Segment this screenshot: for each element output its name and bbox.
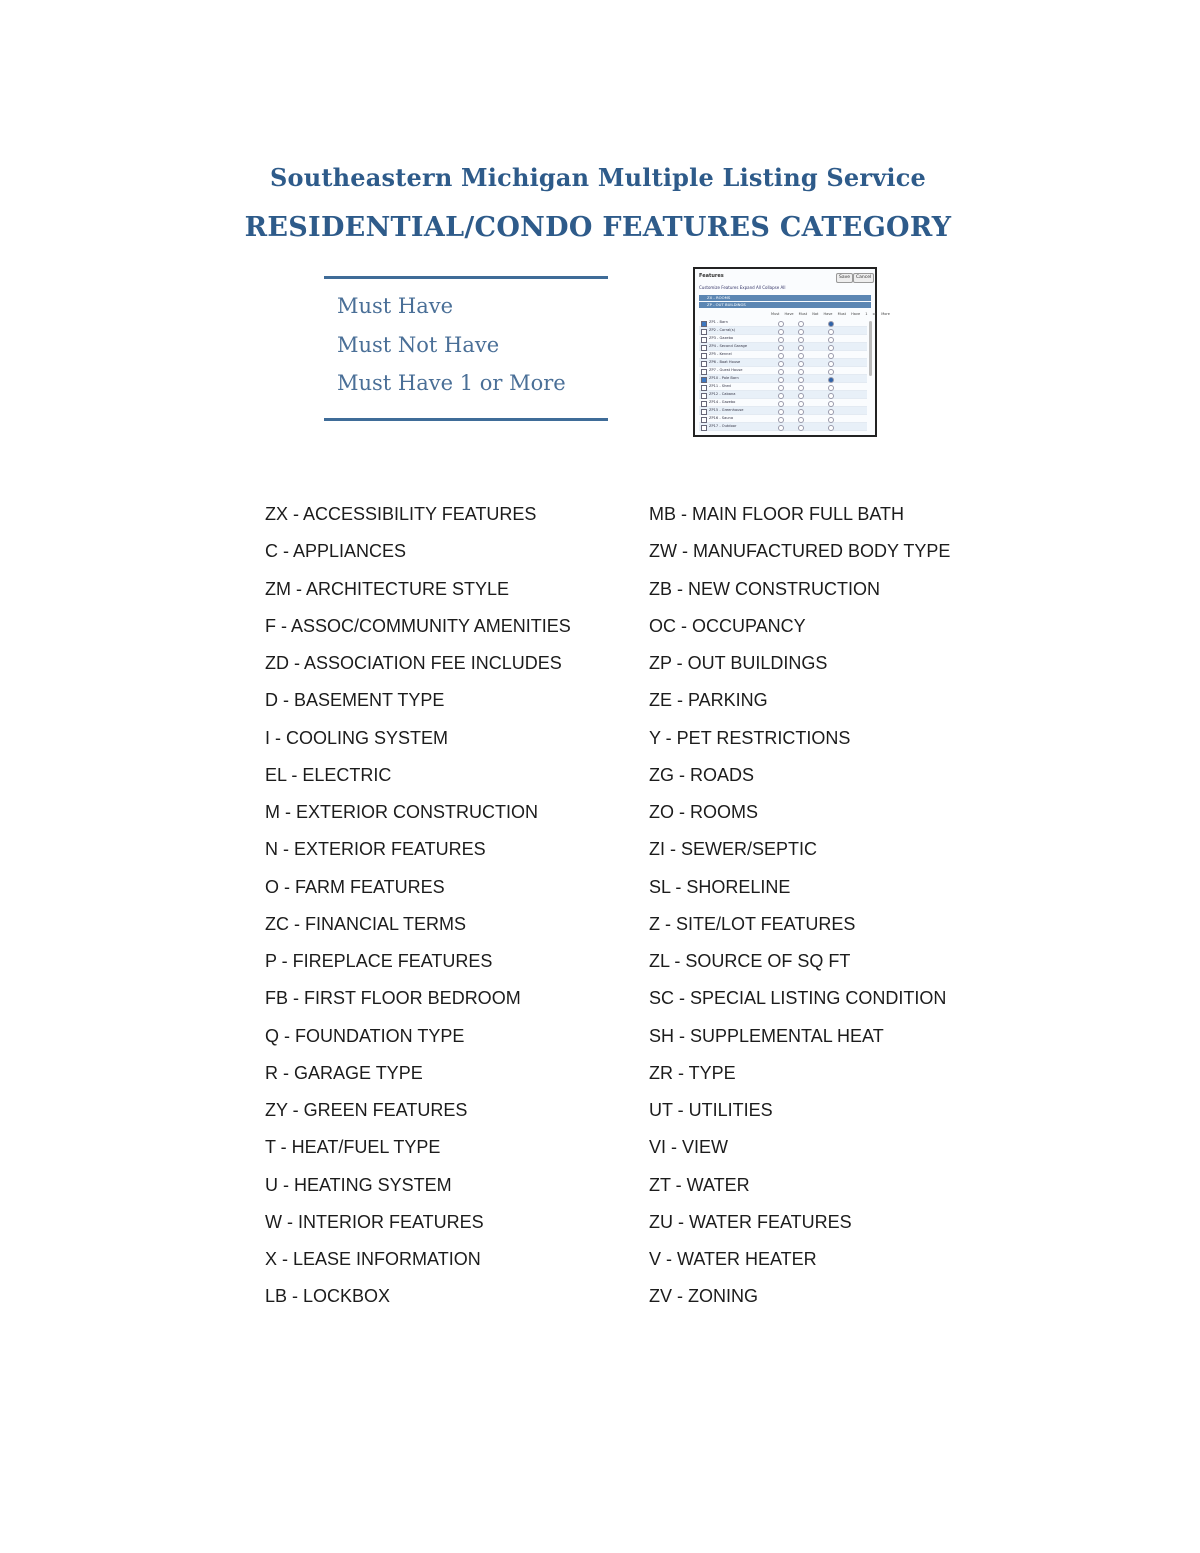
thumb-save-button: Save bbox=[836, 273, 853, 283]
feature-category-item: ZE - PARKING bbox=[649, 690, 768, 711]
feature-category-item: ZB - NEW CONSTRUCTION bbox=[649, 578, 880, 599]
thumb-feature-row bbox=[699, 391, 867, 399]
feature-category-item: VI - VIEW bbox=[649, 1137, 729, 1158]
thumb-radio bbox=[778, 329, 784, 335]
feature-category-item: ZT - WATER bbox=[649, 1174, 750, 1195]
legend-must-have-one-or-more: Must Have 1 or More bbox=[337, 371, 566, 395]
feature-category-item: ZV - ZONING bbox=[649, 1286, 758, 1307]
feature-category-item: R - GARAGE TYPE bbox=[265, 1062, 423, 1083]
thumb-checkbox bbox=[701, 353, 707, 359]
thumb-radio bbox=[778, 369, 784, 375]
feature-category-item: ZD - ASSOCIATION FEE INCLUDES bbox=[265, 653, 562, 673]
thumb-radio bbox=[828, 361, 834, 367]
feature-category-item: ZG - ROADS bbox=[649, 764, 755, 785]
feature-category-item: SH - SUPPLEMENTAL HEAT bbox=[649, 1025, 884, 1046]
feature-category-item: ZM - ARCHITECTURE STYLE bbox=[265, 578, 510, 599]
thumb-row-label: ZP2 - Corral(s) bbox=[709, 328, 735, 332]
thumb-radio bbox=[778, 377, 784, 383]
feature-category-item: ZY - GREEN FEATURES bbox=[265, 1100, 468, 1120]
thumb-row-label: ZP12 - Cabana bbox=[709, 392, 736, 396]
thumb-group-bar bbox=[699, 295, 871, 301]
thumb-row-label: ZP14 - Gazebo bbox=[709, 400, 736, 404]
legend-top-rule bbox=[324, 276, 608, 279]
thumb-radio bbox=[778, 425, 784, 431]
thumb-feature-row bbox=[699, 359, 867, 367]
thumb-row-label: ZP11 - Shed bbox=[709, 384, 731, 388]
thumb-radio bbox=[798, 321, 804, 327]
features-right-column bbox=[649, 503, 950, 1323]
thumb-radio bbox=[778, 337, 784, 343]
thumb-radio bbox=[828, 337, 834, 343]
thumb-radio bbox=[828, 377, 834, 383]
thumb-feature-row bbox=[699, 407, 867, 415]
feature-category-item: FB - FIRST FLOOR BEDROOM bbox=[265, 988, 521, 1009]
feature-category-item: ZW - MANUFACTURED BODY TYPE bbox=[649, 541, 951, 562]
feature-category-item: LB - LOCKBOX bbox=[265, 1286, 391, 1307]
legend-must-not-have: Must Not Have bbox=[337, 333, 500, 357]
feature-category-item: ZL - SOURCE OF SQ FT bbox=[649, 951, 851, 971]
thumb-feature-row bbox=[699, 343, 867, 351]
thumb-checkbox bbox=[701, 401, 707, 407]
thumb-radio bbox=[778, 393, 784, 399]
thumb-radio bbox=[798, 345, 804, 351]
thumb-radio bbox=[798, 329, 804, 335]
document-subtitle: Southeastern Michigan Multiple Listing Service bbox=[269, 163, 926, 192]
thumb-radio bbox=[828, 369, 834, 375]
thumb-radio bbox=[828, 393, 834, 399]
thumb-row-label: ZP7 - Guest House bbox=[709, 368, 743, 372]
thumb-radio bbox=[798, 337, 804, 343]
thumb-checkbox bbox=[701, 377, 707, 383]
thumb-row-label: ZP4 - Second Garage bbox=[709, 344, 748, 348]
thumb-radio bbox=[798, 417, 804, 423]
thumb-feature-row bbox=[699, 383, 867, 391]
thumb-radio bbox=[828, 409, 834, 415]
feature-category-item: ZP - OUT BUILDINGS bbox=[649, 653, 828, 673]
thumb-radio bbox=[798, 425, 804, 431]
thumb-row-label: ZP6 - Boat House bbox=[709, 360, 741, 364]
feature-category-item: W - INTERIOR FEATURES bbox=[265, 1211, 484, 1232]
thumb-radio bbox=[778, 417, 784, 423]
feature-category-item: M - EXTERIOR CONSTRUCTION bbox=[265, 802, 538, 822]
feature-category-item: ZX - ACCESSIBILITY FEATURES bbox=[265, 504, 537, 524]
thumb-radio bbox=[828, 385, 834, 391]
thumb-group-label: ZP - OUT BUILDINGS bbox=[707, 302, 746, 307]
thumb-radio bbox=[798, 401, 804, 407]
thumb-checkbox bbox=[701, 409, 707, 415]
thumb-radio bbox=[778, 353, 784, 359]
feature-category-item: P - FIREPLACE FEATURES bbox=[265, 951, 493, 971]
thumb-scrollbar bbox=[869, 321, 872, 376]
feature-category-item: ZU - WATER FEATURES bbox=[649, 1211, 852, 1232]
thumb-row-label: ZP10 - Pole Barn bbox=[709, 376, 739, 380]
feature-category-item: ZI - SEWER/SEPTIC bbox=[649, 839, 818, 860]
thumb-radio bbox=[778, 361, 784, 367]
thumb-radio bbox=[778, 401, 784, 407]
thumb-column-headers: Must Have Must Not Have Must Have 1 or More bbox=[771, 312, 890, 316]
feature-category-item: ZR - TYPE bbox=[649, 1062, 736, 1083]
features-dialog-screenshot bbox=[693, 267, 890, 437]
thumb-radio bbox=[828, 417, 834, 423]
thumb-checkbox bbox=[701, 417, 707, 423]
feature-category-item: U - HEATING SYSTEM bbox=[265, 1174, 452, 1195]
feature-category-item: O - FARM FEATURES bbox=[265, 876, 445, 897]
thumb-radio bbox=[798, 393, 804, 399]
thumb-row-label: ZP17 - Outdoor bbox=[709, 424, 737, 428]
thumb-checkbox bbox=[701, 321, 707, 327]
feature-category-item: SC - SPECIAL LISTING CONDITION bbox=[649, 988, 947, 1009]
thumb-feature-row bbox=[699, 423, 867, 431]
feature-category-item: ZC - FINANCIAL TERMS bbox=[265, 913, 467, 934]
feature-category-item: F - ASSOC/COMMUNITY AMENITIES bbox=[265, 615, 571, 636]
thumb-cancel-button: Cancel bbox=[853, 273, 874, 283]
document-title: RESIDENTIAL/CONDO FEATURES CATEGORY bbox=[244, 212, 952, 243]
thumb-row-label: ZP16 - Sauna bbox=[709, 416, 734, 420]
feature-category-item: Q - FOUNDATION TYPE bbox=[265, 1025, 465, 1046]
thumb-feature-row bbox=[699, 327, 867, 335]
thumb-radio bbox=[798, 409, 804, 415]
thumb-feature-row bbox=[699, 399, 867, 407]
thumb-feature-row bbox=[699, 351, 867, 359]
thumb-feature-row bbox=[699, 319, 867, 327]
feature-category-item: MB - MAIN FLOOR FULL BATH bbox=[649, 504, 905, 524]
feature-category-item: I - COOLING SYSTEM bbox=[265, 727, 449, 748]
thumb-radio bbox=[798, 353, 804, 359]
thumb-radio bbox=[828, 401, 834, 407]
thumb-feature-row bbox=[699, 367, 867, 375]
thumb-checkbox bbox=[701, 369, 707, 375]
thumb-dialog-title: Features bbox=[699, 273, 724, 279]
legend-bottom-rule bbox=[324, 418, 608, 421]
thumb-toolbar: Customize Features Expand All Collapse All bbox=[699, 285, 786, 290]
feature-category-item: V - WATER HEATER bbox=[649, 1249, 817, 1269]
thumb-feature-row bbox=[699, 375, 867, 383]
feature-category-item: C - APPLIANCES bbox=[265, 541, 407, 562]
thumb-group-label: ZX - ROOMS bbox=[707, 295, 731, 300]
thumb-radio bbox=[778, 345, 784, 351]
legend-must-have: Must Have bbox=[337, 294, 454, 318]
thumb-row-label: ZP15 - Greenhouse bbox=[709, 408, 744, 412]
thumb-radio bbox=[778, 409, 784, 415]
thumb-checkbox bbox=[701, 393, 707, 399]
thumb-radio bbox=[828, 345, 834, 351]
feature-category-item: Y - PET RESTRICTIONS bbox=[649, 727, 851, 748]
thumb-radio bbox=[798, 377, 804, 383]
feature-category-item: SL - SHORELINE bbox=[649, 876, 791, 897]
thumb-checkbox bbox=[701, 345, 707, 351]
thumb-radio bbox=[828, 353, 834, 359]
thumb-feature-row bbox=[699, 415, 867, 423]
thumb-feature-row bbox=[699, 335, 867, 343]
thumb-radio bbox=[828, 425, 834, 431]
thumb-checkbox bbox=[701, 361, 707, 367]
thumb-radio bbox=[798, 385, 804, 391]
thumb-radio bbox=[798, 369, 804, 375]
features-left-column bbox=[265, 503, 571, 1323]
legend-box bbox=[324, 276, 608, 421]
thumb-group-bar bbox=[699, 302, 871, 308]
thumb-checkbox bbox=[701, 425, 707, 431]
thumb-checkbox bbox=[701, 329, 707, 335]
thumb-checkbox bbox=[701, 385, 707, 391]
thumb-row-label: ZP3 - Gazebo bbox=[709, 336, 734, 340]
thumb-radio bbox=[828, 321, 834, 327]
thumb-radio bbox=[798, 361, 804, 367]
thumb-checkbox bbox=[701, 337, 707, 343]
feature-category-item: X - LEASE INFORMATION bbox=[265, 1249, 481, 1269]
feature-category-item: N - EXTERIOR FEATURES bbox=[265, 839, 486, 860]
thumb-radio bbox=[778, 385, 784, 391]
thumb-radio bbox=[828, 329, 834, 335]
feature-category-item: ZO - ROOMS bbox=[649, 802, 758, 822]
thumb-row-label: ZP5 - Kennel bbox=[709, 352, 732, 356]
feature-category-item: D - BASEMENT TYPE bbox=[265, 690, 445, 711]
feature-category-item: T - HEAT/FUEL TYPE bbox=[265, 1137, 441, 1158]
feature-category-item: EL - ELECTRIC bbox=[265, 764, 392, 785]
thumb-row-label: ZP1 - Barn bbox=[709, 320, 728, 324]
feature-category-item: UT - UTILITIES bbox=[649, 1100, 773, 1120]
thumb-radio bbox=[778, 321, 784, 327]
feature-category-item: Z - SITE/LOT FEATURES bbox=[649, 913, 856, 934]
feature-category-item: OC - OCCUPANCY bbox=[649, 615, 806, 636]
